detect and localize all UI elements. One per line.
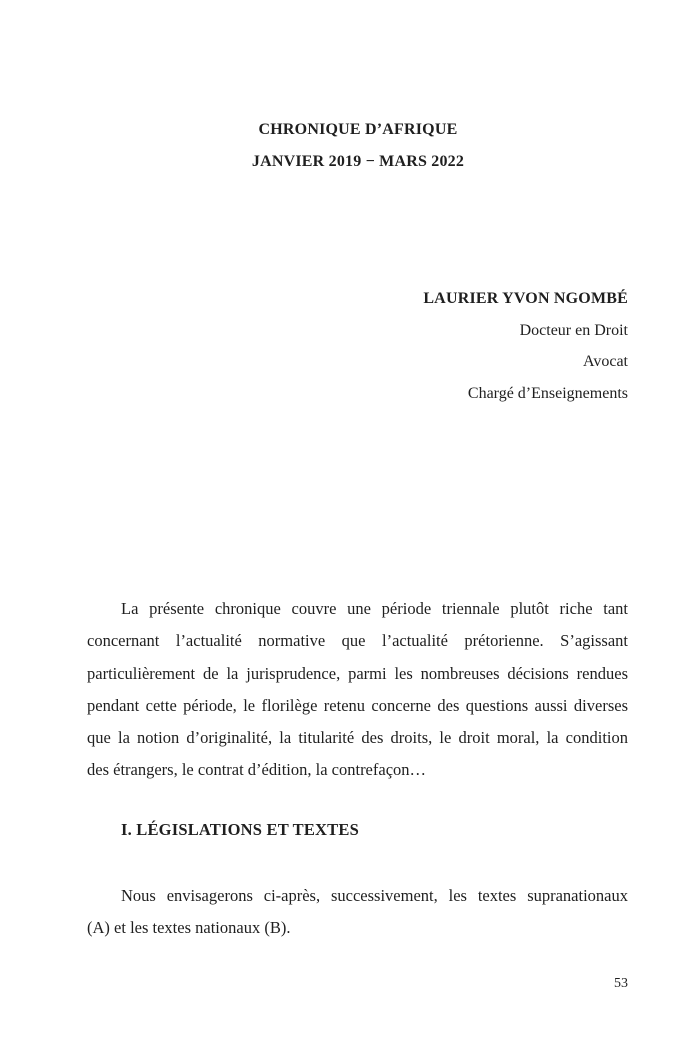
paragraph-line: particulièrement de la jurisprudence, parmi les nombreuses décisions rendues (87, 663, 628, 683)
author-block (423, 283, 628, 409)
section-heading: I. LÉGISLATIONS ET TEXTES (121, 820, 359, 839)
paragraph-line: que la notion d’originalité, la titularité des droits, le droit moral, la condition (87, 728, 628, 748)
paragraph-line: des étrangers, le contrat d’édition, la contrefaçon… (87, 760, 427, 780)
paragraph-line: concernant l’actualité normative que l’actualité prétorienne. S’agissant (87, 631, 628, 651)
author-title-degree: Docteur en Droit (519, 321, 628, 339)
paragraph-line: pendant cette période, le florilège retenu concerne des questions aussi diverses (87, 695, 628, 715)
paragraph-line: (A) et les textes nationaux (B). (87, 918, 291, 938)
second-paragraph (87, 880, 628, 945)
author-name: LAURIER YVON NGOMBÉ (423, 290, 628, 307)
paragraph-line: La présente chronique couvre une période triennale plutôt riche tant (121, 599, 628, 618)
chronicle-title: CHRONIQUE D’AFRIQUE (258, 121, 458, 138)
page-number: 53 (614, 976, 628, 991)
paragraph-line: Nous envisagerons ci-après, successivement, les textes supranationaux (121, 886, 628, 905)
intro-paragraph (87, 593, 628, 787)
author-title-profession: Avocat (582, 353, 628, 370)
chronicle-period: JANVIER 2019 − MARS 2022 (251, 153, 465, 170)
author-title-teaching: Chargé d’Enseignements (467, 384, 628, 402)
